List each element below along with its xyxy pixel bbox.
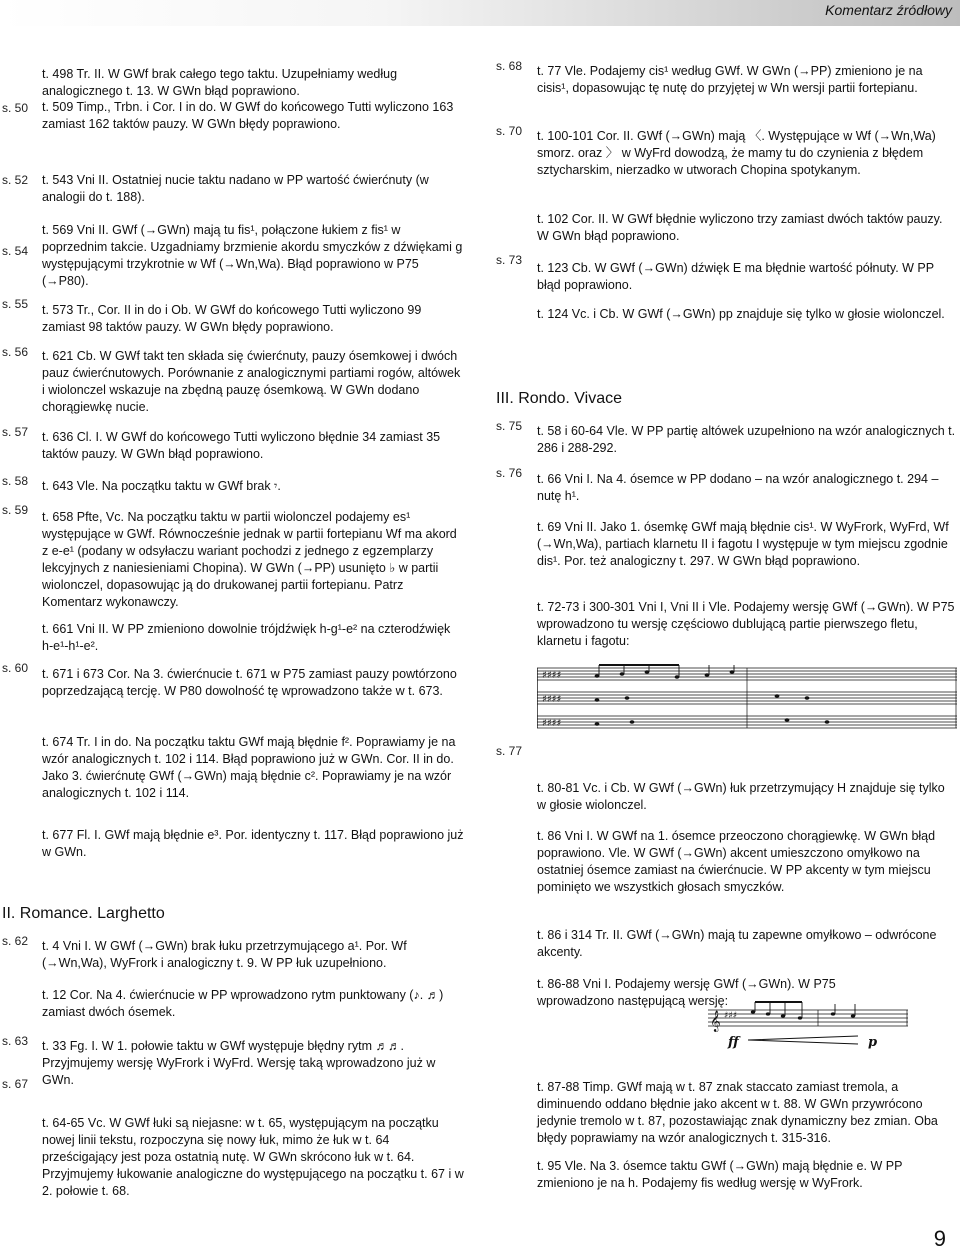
entry-t498: t. 498 Tr. II. W GWf brak całego tego taktu. Uzupełniamy według analogicznego t. 13. W GWn błąd poprawiono. [42,67,398,98]
svg-text:♯♯♯♯: ♯♯♯♯ [542,694,562,705]
entry-t95: t. 95 Vle. Na 3. ósemce taktu GWf (→GWn) mają błędnie e. W PP zmieniono je na h. Podajemy fis według wersję w WyFrork. [537,1159,903,1190]
entry-t621: t. 621 Cb. W GWf takt ten składa się ćwierćnuty, pauzy ósemkowej i dwóch pauz ćwierćnutowych. Porównanie z analogicznymi partiami rogów, altówek i wiolonczel wskazuje na zbędną pauzę ósemkową. W GWn dodano chorągiewkę nucie. [42,349,461,414]
entry-t33: t. 33 Fg. I. W 1. połowie taktu w GWf występuje błędny rytm ♬♬. Przyjmujemy wersję WyFrork i WyFrd. Wersję taką wprowadzono już w GWn. [42,1039,436,1087]
entry-t69: t. 69 Vni II. Jako 1. ósemkę GWf mają błędnie cis¹. W WyFrork, WyFrd, Wf (→Wn,Wa), partiach klarnetu II i fagotu I występuje w tym miejscu zgodnie dis¹. Por. też analogiczny t. 297. W GWn błąd poprawiono. [537,520,949,568]
entry-t671: t. 671 i 673 Cor. Na 3. ćwierćnucie t. 671 w P75 zamiast pauzy powtórzono poprzedzającą tercję. W P80 dowolność tę wprowadzono także w t. 673. [42,667,457,698]
entry-t643: t. 643 Vle. Na początku taktu w GWf brak 𝄾. [42,479,281,493]
svg-text:♯♯♯: ♯♯♯ [724,1011,738,1021]
page-ref-s57: s. 57 [2,425,29,439]
entry-t573: t. 573 Tr., Cor. II in do i Ob. W GWf do końcowego Tutti wyliczono 99 zamiast 98 taktów pauzy. W GWn błędy poprawiono. [42,303,422,334]
entry-t658: t. 658 Pfte, Vc. Na początku taktu w partii wiolonczel podajemy es¹ występujące w GWf. Równocześnie jednak w partii fortepianu Wf ma akord z e-e¹ (podany w odsyłaczu wariant pochodzi z jednego z egzemplarzy lekcyjnych z naniesieniami Chopina). W GWn (→PP) usunięto ♭ w partii wiolonczel, dopasowując ją do drukowanej partii fortepianu. Patrz Komentarz wykonawczy. [42,510,457,609]
page-ref-s73: s. 73 [496,253,523,267]
page-ref-s55: s. 55 [2,297,29,311]
entry-t509: t. 509 Timp., Trbn. i Cor. I in do. W GWf do końcowego Tutti wyliczono 163 zamiast 162 taktów pauzy. W GWn błędy poprawiono. [42,100,454,131]
page-ref-s59: s. 59 [2,503,29,517]
page-ref-s70: s. 70 [496,124,523,138]
entry-t72-73: t. 72-73 i 300-301 Vni I, Vni II i Vle. Podajemy wersję GWf (→GWn). W P75 wprowadzono tu wersję częściowo dublującą partie pierwszego fletu, klarnetu i fagotu: [537,600,955,648]
music-example-staff-2 [708,1000,908,1050]
svg-text:p: p [868,1035,878,1050]
entry-t4: t. 4 Vni I. W GWf (→GWn) brak łuku przetrzymującego a¹. Por. Wf (→Wn,Wa), WyFrork i analogiczny t. 9. W PP łuk uzupełniono. [42,939,407,970]
page-ref-s62: s. 62 [2,934,29,948]
svg-text:ff: ff [728,1035,739,1050]
page-ref-s58: s. 58 [2,474,29,488]
svg-text:♯♯♯♯: ♯♯♯♯ [542,670,562,681]
entry-t674: t. 674 Tr. I in do. Na początku taktu GWf mają błędnie f². Poprawiamy je na wzór analogicznych t. 102 i 114. Błąd poprawiono już w GWn. Cor. II in do. Jako 3. ćwierćnutę GWf (→GWn) mają błędnie c². Poprawiamy je na wzór analogicznych t. 102 i 114. [42,735,456,800]
entry-t661: t. 661 Vni II. W PP zmieniono dowolnie trójdźwięk h-g¹-e² na czterodźwięk h-e¹-h¹-e². [42,622,451,653]
page-ref-s60: s. 60 [2,661,29,675]
entry-t677: t. 677 Fl. I. GWf mają błędnie e³. Por. identyczny t. 117. Błąd poprawiono już w GWn. [42,828,464,859]
entry-t66: t. 66 Vni I. Na 4. ósemce w PP dodano – na wzór analogicznego t. 294 – nutę h¹. [537,472,939,503]
section-heading-rondo: III. Rondo. Vivace [496,390,622,407]
entry-t569: t. 569 Vni II. GWf (→GWn) mają tu fis¹, połączone łukiem z fis¹ w poprzednim takcie. Uzgadniamy brzmienie akordu smyczków z dźwiękami g występującymi trzykrotnie w Wf (→Wn,Wa). Błąd poprawiono w P75 (→P80). [42,223,463,288]
entry-t123: t. 123 Cb. W GWf (→GWn) dźwięk E ma błędnie wartość półnuty. W PP błąd poprawiono. [537,261,934,292]
entry-t86-88: t. 86-88 Vni I. Podajemy wersję GWf (→GWn). W P75 wprowadzono następującą wersję: [537,977,836,1008]
page-ref-s75: s. 75 [496,419,523,433]
running-header-title: Komentarz źródłowy [825,2,952,18]
entry-t12: t. 12 Cor. Na 4. ćwierćnucie w PP wprowadzono rytm punktowany (♪. ♬) zamiast dwóch ósemek. [42,988,444,1019]
svg-text:𝄞: 𝄞 [710,1011,721,1032]
page-ref-s63: s. 63 [2,1034,29,1048]
page-ref-s56: s. 56 [2,345,29,359]
music-example-staves-1 [537,664,957,734]
page-ref-s77: s. 77 [496,744,523,758]
entry-t58: t. 58 i 60-64 Vle. W PP partię altówek uzupełniono na wzór analogicznych t. 286 i 288-292. [537,424,956,455]
entry-t100-101: t. 100-101 Cor. II. GWf (→GWn) mają 〈. Występujące w Wf (→Wn,Wa) smorz. oraz 〉 w WyFrd dowodzą, że mamy tu do czynienia z błędem sztycharskim, nierzadko w utworach Chopina spotykanym. [537,129,936,177]
entry-t124: t. 124 Vc. i Cb. W GWf (→GWn) pp znajduje się tylko w głosie wiolonczel. [537,307,945,321]
entry-t543: t. 543 Vni II. Ostatniej nucie taktu nadano w PP wartość ćwierćnuty (w analogii do t. 188). [42,173,429,204]
header-band [0,0,960,26]
entry-t80-81: t. 80-81 Vc. i Cb. W GWf (→GWn) łuk przetrzymujący H znajduje się tylko w głosie wiolonczel. [537,781,945,812]
page-ref-s68: s. 68 [496,59,523,73]
section-heading-romance: II. Romance. Larghetto [2,905,165,922]
entry-t86-314: t. 86 i 314 Tr. II. GWf (→GWn) mają tu zapewne omyłkowo – odwrócone akcenty. [537,928,937,959]
page-ref-s76: s. 76 [496,466,523,480]
page-ref-s54: s. 54 [2,244,29,258]
page-number: 9 [933,1226,946,1251]
entry-t77: t. 77 Vle. Podajemy cis¹ według GWf. W GWn (→PP) zmieniono je na cisis¹, dopasowując tę nutę do przyjętej w Wn wersji partii fortepianu. [537,64,923,95]
entry-t636: t. 636 Cl. I. W GWf do końcowego Tutti wyliczono błędnie 34 zamiast 35 taktów pauzy. W GWn błąd poprawiono. [42,430,441,461]
svg-text:♯♯♯♯: ♯♯♯♯ [542,718,562,729]
page-ref-s52: s. 52 [2,173,29,187]
page-ref-s67: s. 67 [2,1077,29,1091]
entry-t86: t. 86 Vni I. W GWf na 1. ósemce przeoczono chorągiewkę. W GWn błąd poprawiono. Vle. W GWf (→GWn) akcent umieszczono omyłkowo na ostatniej ósemce zamiast na ćwierćnucie. W PP akcenty w tym miejscu pominięto we wszystkich głosach smyczków. [537,829,936,894]
entry-t87-88: t. 87-88 Timp. GWf mają w t. 87 znak staccato zamiast tremola, a diminuendo oddano błędnie jako akcent w t. 88. W GWn przywrócono jedynie tremolo w t. 87, pozostawiając znak dynamiczny bez zmian. Oba błędy poprawiamy na wzór analogicznych t. 315-316. [537,1080,938,1145]
page-ref-s50: s. 50 [2,101,29,115]
entry-t102: t. 102 Cor. II. W GWf błędnie wyliczono trzy zamiast dwóch taktów pauzy. W GWn błąd poprawiono. [537,212,943,243]
entry-t64-65: t. 64-65 Vc. W GWf łuki są niejasne: w t. 65, występującym na początku nowej linii tekstu, rozpoczyna się nowy łuk, mimo że łuk w t. 64 prześcigający jest poza ostatnią nutę. W GWn skrócono łuk w t. 64. Przyjmujemy łukowanie analogiczne do występującego na początku t. 67 i w 2. połowie t. 68. [42,1116,464,1198]
